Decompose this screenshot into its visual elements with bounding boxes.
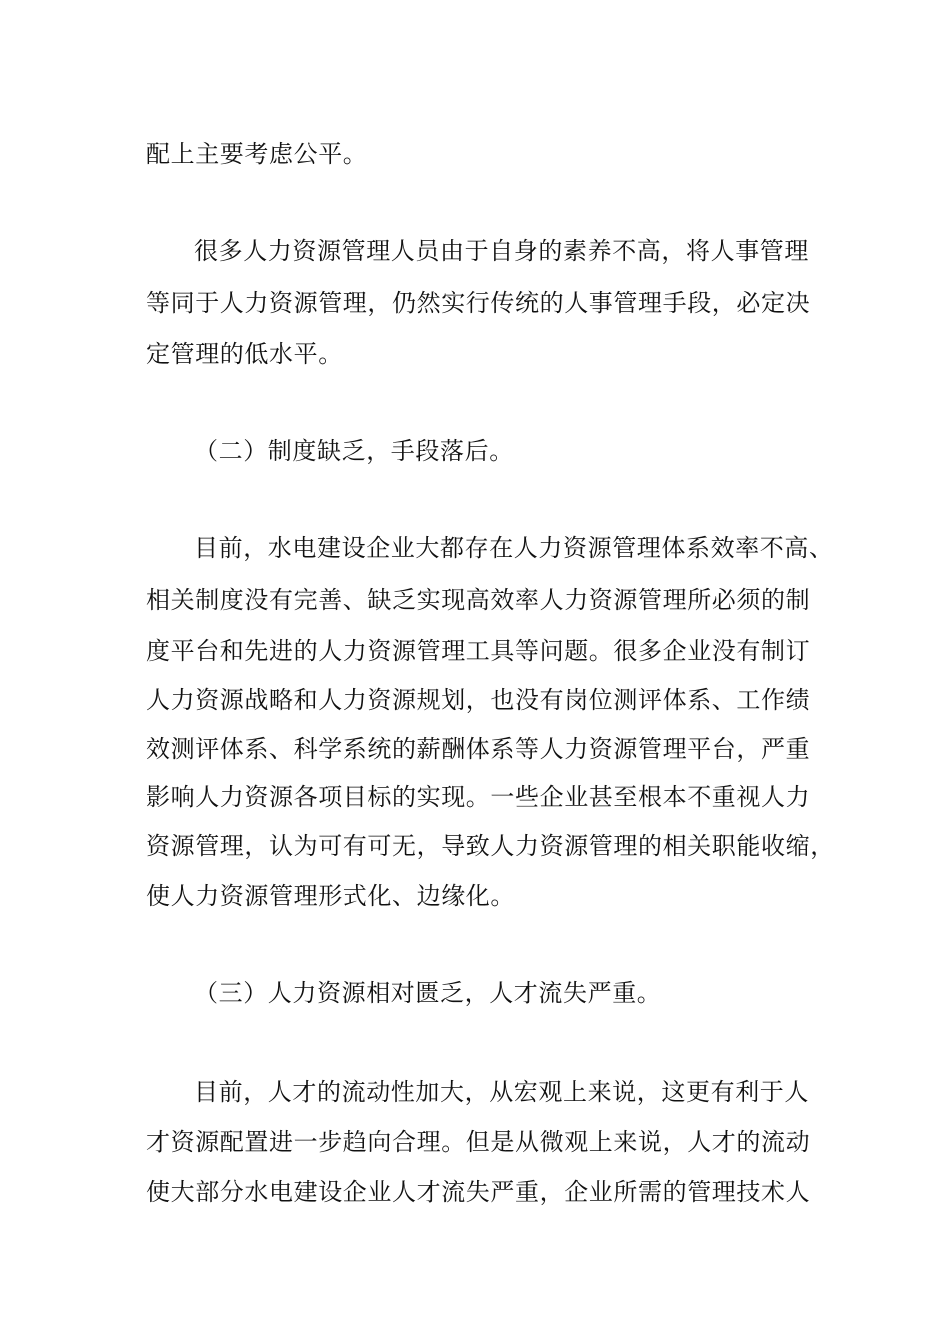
paragraph-line: 定管理的低水平。	[146, 340, 343, 368]
paragraph-line: 目前，水电建设企业大都存在人力资源管理体系效率不高、	[194, 534, 834, 562]
paragraph-line: 相关制度没有完善、缺乏实现高效率人力资源管理所必须的制	[146, 586, 811, 614]
paragraph-line: 等同于人力资源管理，仍然实行传统的人事管理手段，必定决	[146, 289, 811, 317]
section-heading: （三）人力资源相对匮乏，人才流失严重。	[194, 979, 662, 1007]
paragraph-line: 使大部分水电建设企业人才流失严重，企业所需的管理技术人	[146, 1178, 811, 1206]
paragraph-line: 才资源配置进一步趋向合理。但是从微观上来说，人才的流动	[146, 1128, 811, 1156]
paragraph-line: 资源管理，认为可有可无，导致人力资源管理的相关职能收缩，	[146, 832, 835, 860]
paragraph-line: 配上主要考虑公平。	[146, 140, 368, 168]
paragraph-line: 影响人力资源各项目标的实现。一些企业甚至根本不重视人力	[146, 783, 811, 811]
paragraph-line: 人力资源战略和人力资源规划，也没有岗位测评体系、工作绩	[146, 686, 811, 714]
paragraph-line: 效测评体系、科学系统的薪酬体系等人力资源管理平台，严重	[146, 735, 811, 763]
paragraph-line: 使人力资源管理形式化、边缘化。	[146, 882, 515, 910]
paragraph-line: 度平台和先进的人力资源管理工具等问题。很多企业没有制订	[146, 637, 811, 665]
paragraph-line: 很多人力资源管理人员由于自身的素养不高，将人事管理	[194, 237, 809, 265]
paragraph-line: 目前，人才的流动性加大，从宏观上来说，这更有利于人	[194, 1078, 809, 1106]
section-heading: （二）制度缺乏，手段落后。	[194, 437, 514, 465]
